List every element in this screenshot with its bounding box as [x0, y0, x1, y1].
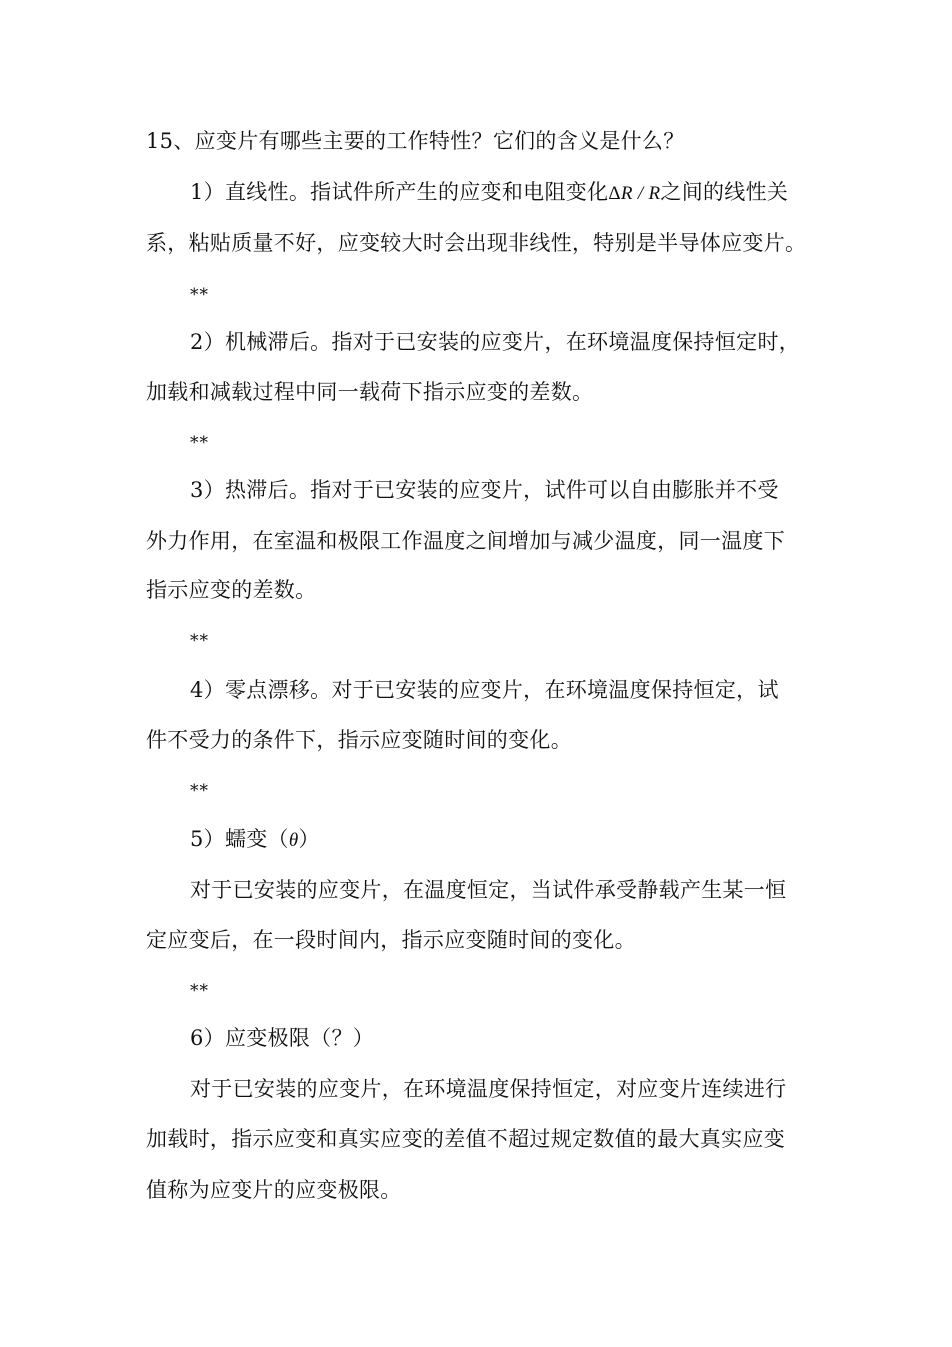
- item3-line3: 指示应变的差数。: [146, 578, 317, 602]
- item5-line2: 定应变后，在一段时间内，指示应变随时间的变化。: [146, 928, 636, 952]
- formula-delta: Δ: [608, 183, 621, 204]
- item1-text-pre: 1）直线性。指试件所产生的应变和电阻变化: [190, 180, 609, 204]
- delta-r-over-r-formula: [608, 183, 660, 204]
- item5-heading-post: ）: [298, 827, 320, 851]
- item3-line2: 外力作用，在室温和极限工作温度之间增加与减少温度，同一温度下: [146, 529, 785, 553]
- item5-heading: [190, 824, 870, 856]
- theta-symbol: θ: [288, 830, 299, 851]
- separator: **: [190, 285, 209, 305]
- item5-line1: 对于已安装的应变片，在温度恒定，当试件承受静载产生某一恒: [190, 878, 787, 902]
- item1-text-post: 之间的线性关: [660, 180, 789, 204]
- item5-heading-pre: 5）蠕变（: [190, 827, 289, 851]
- question-heading: 15、应变片有哪些主要的工作特性？它们的含义是什么？: [146, 129, 685, 153]
- formula-rest: R / R: [620, 183, 661, 204]
- item1-line1: [190, 177, 870, 209]
- item6-line1: 对于已安装的应变片，在环境温度保持恒定，对应变片连续进行: [190, 1077, 787, 1101]
- item4-line2: 件不受力的条件下，指示应变随时间的变化。: [146, 728, 572, 752]
- item3-line1: 3）热滞后。指对于已安装的应变片，试件可以自由膨胀并不受: [190, 478, 779, 502]
- item6-heading: 6）应变极限（？）: [190, 1026, 375, 1050]
- item2-line1: 2）机械滞后。指对于已安装的应变片，在环境温度保持恒定时，: [190, 330, 801, 354]
- item6-line3: 值称为应变片的应变极限。: [146, 1178, 402, 1202]
- separator: **: [190, 781, 209, 801]
- separator: **: [190, 631, 209, 651]
- item6-line2: 加载时，指示应变和真实应变的差值不超过规定数值的最大真实应变: [146, 1127, 785, 1151]
- separator: **: [190, 981, 209, 1001]
- separator: **: [190, 433, 209, 453]
- item4-line1: 4）零点漂移。对于已安装的应变片，在环境温度保持恒定，试: [190, 678, 779, 702]
- item1-line2: 系，粘贴质量不好，应变较大时会出现非线性，特别是半导体应变片。: [146, 231, 807, 255]
- item2-line2: 加载和减载过程中同一载荷下指示应变的差数。: [146, 380, 594, 404]
